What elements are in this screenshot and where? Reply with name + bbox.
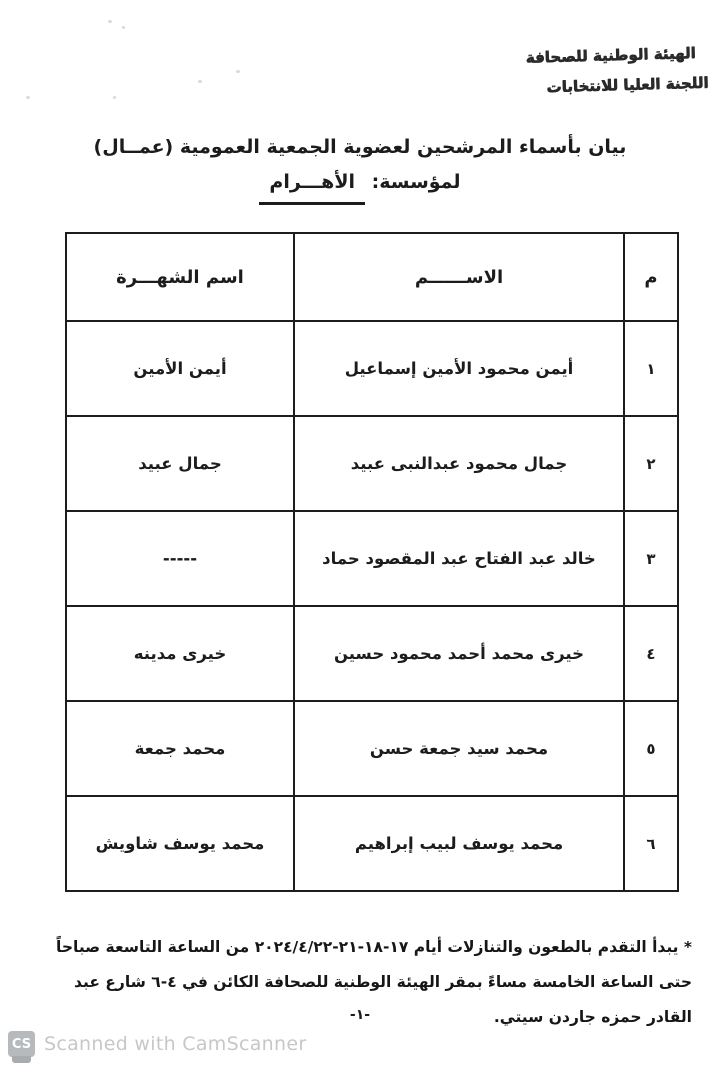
scan-noise-speck [26,96,30,99]
organization-label: لمؤسسة: [371,171,461,193]
row-index: ١ [624,321,678,416]
table-row [66,606,678,701]
scan-noise-speck [236,70,240,73]
table-header-row [66,233,678,321]
document-title-block [0,136,720,205]
scan-noise-speck [198,80,202,83]
organization-name: الأهـــرام [259,171,365,205]
table-row [66,511,678,606]
candidate-name: خيرى محمد أحمد محمود حسين [294,606,624,701]
scan-noise-speck [108,20,112,23]
handwritten-stamp [525,43,708,96]
row-index: ٥ [624,701,678,796]
candidate-nickname: جمال عبيد [66,416,294,511]
candidate-nickname: محمد جمعة [66,701,294,796]
candidate-nickname: أيمن الأمين [66,321,294,416]
camscanner-badge-icon: CS [8,1031,35,1057]
candidate-name: خالد عبد الفتاح عبد المقصود حماد [294,511,624,606]
header-index: م [624,233,678,321]
table-row [66,321,678,416]
candidates-table [65,232,679,892]
appeals-footnote: * يبدأ التقدم بالطعون والتنازلات أيام ١٧-١٨-٢١-٢٠٢٤/٤/٢٢ من الساعة التاسعة صباحاً حتى الساعة الخامسة مساءً بمقر الهيئة الوطنية للصحافة الكائن في ٤-٦ شارع عبد القادر حمزه جاردن سيتي. [56,938,692,1026]
document-subtitle [0,171,720,205]
candidate-nickname: خيرى مدينه [66,606,294,701]
header-nickname: اسم الشهـــرة [66,233,294,321]
header-name: الاســــــم [294,233,624,321]
row-index: ٦ [624,796,678,891]
row-index: ٣ [624,511,678,606]
camscanner-watermark [8,1031,306,1057]
candidate-name: جمال محمود عبدالنبى عبيد [294,416,624,511]
candidate-name: محمد سيد جمعة حسن [294,701,624,796]
stamp-authority-name: الهيئة الوطنية للصحافة [525,43,696,67]
candidate-name: محمد يوسف لبيب إبراهيم [294,796,624,891]
row-index: ٢ [624,416,678,511]
candidate-nickname: ----- [66,511,294,606]
page-number: -١- [349,1007,371,1023]
document-title: بيان بأسماء المرشحين لعضوية الجمعية العمومية (عمــال) [93,136,627,158]
candidate-name: أيمن محمود الأمين إسماعيل [294,321,624,416]
candidate-nickname: محمد يوسف شاويش [66,796,294,891]
table-row [66,701,678,796]
row-index: ٤ [624,606,678,701]
table-row [66,796,678,891]
table-row [66,416,678,511]
scan-noise-speck [122,26,125,29]
camscanner-watermark-text: Scanned with CamScanner [44,1033,307,1055]
stamp-committee-name: اللجنة العليا للانتخابات [546,73,709,96]
scan-noise-speck [113,96,116,99]
